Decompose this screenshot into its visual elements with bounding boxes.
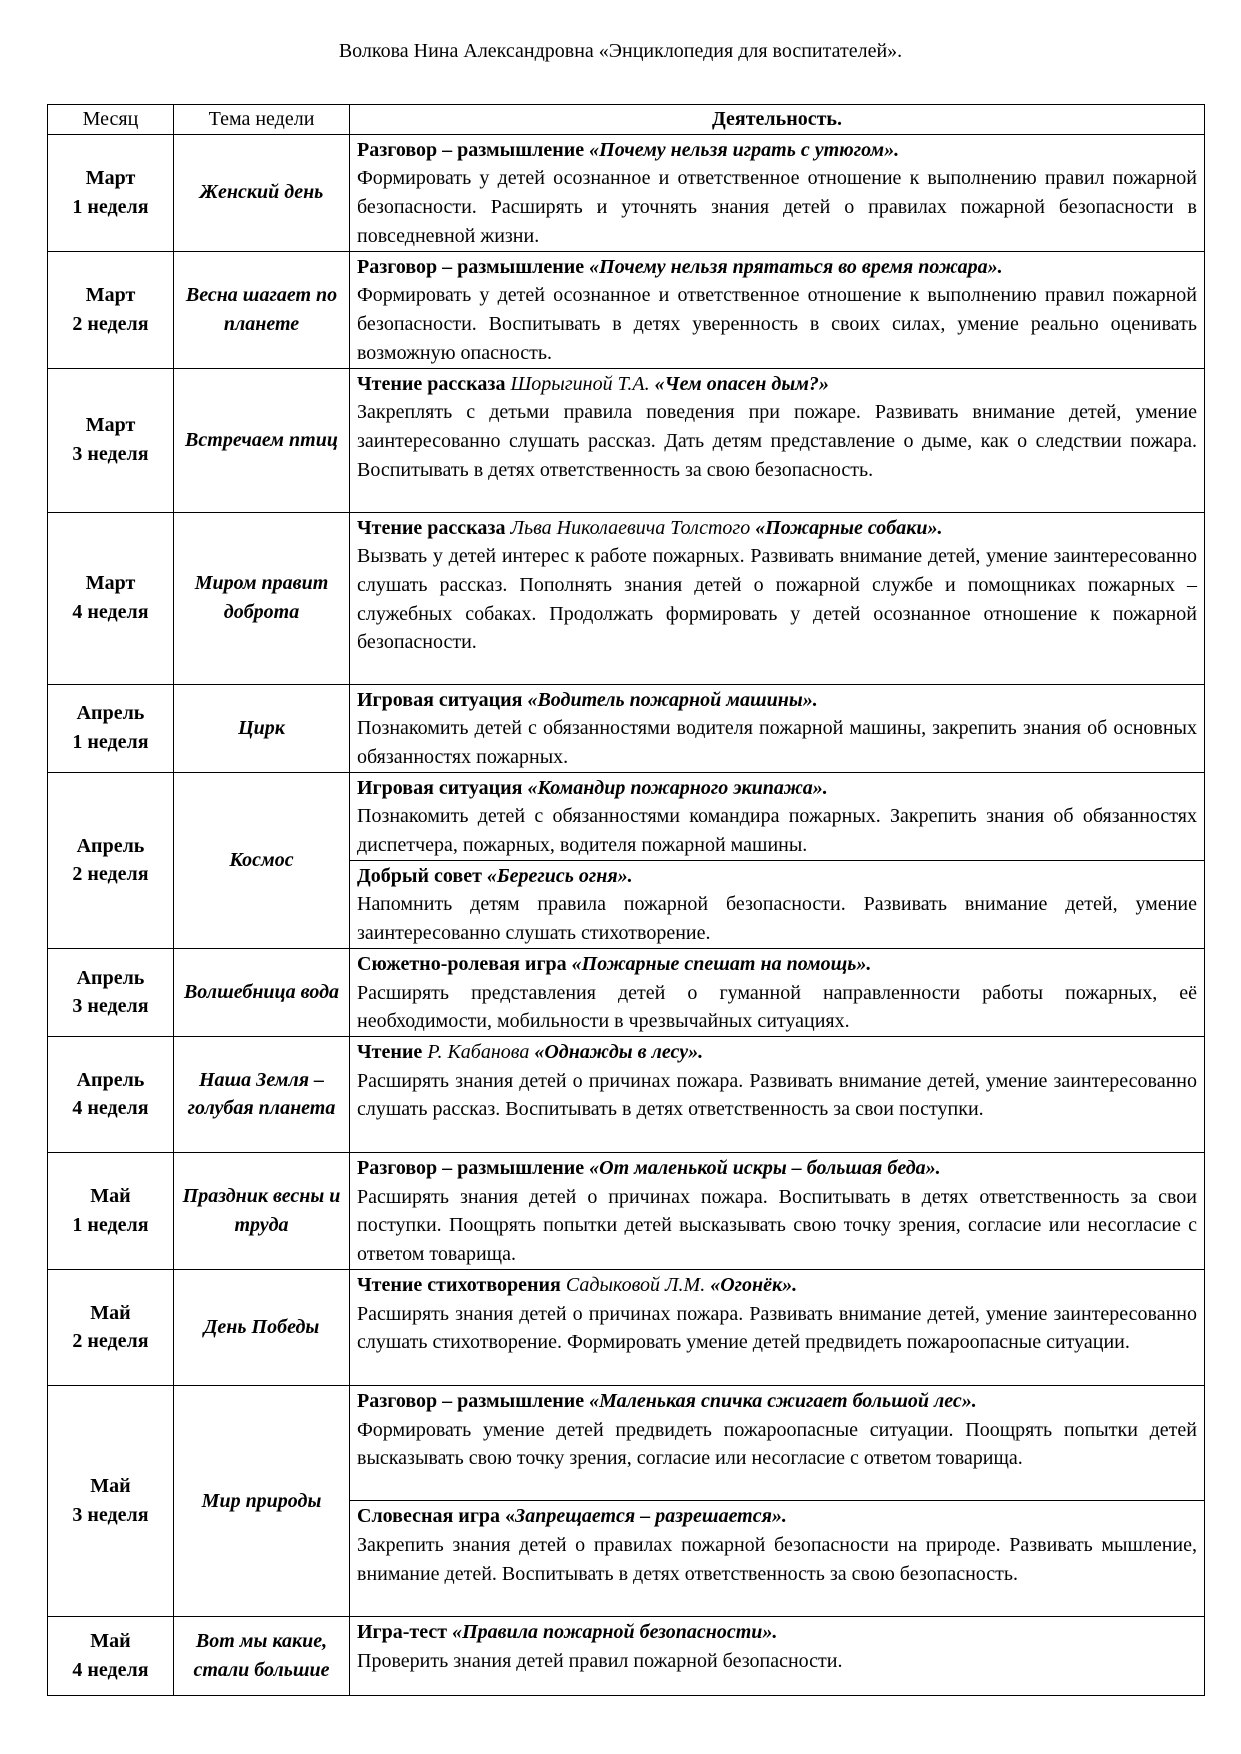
activity-title-part: Чтение — [357, 1040, 428, 1063]
activity-title-part: «Пожарные собаки». — [755, 516, 943, 539]
week-number: 3 неделя — [72, 443, 149, 466]
month-name: Апрель — [76, 834, 145, 857]
week-theme: Наша Земля – голубая планета — [174, 1036, 350, 1152]
activity-cell — [350, 1501, 1205, 1617]
activity-title-part: Игровая ситуация — [357, 688, 528, 711]
activity-title-part: Шорыгиной Т.А. — [510, 372, 655, 395]
week-number: 2 неделя — [72, 312, 149, 335]
week-theme: Женский день — [174, 134, 350, 251]
activity-title-part: Разговор – размышление — [357, 1156, 590, 1179]
activity-title — [357, 1387, 1197, 1416]
activity-title — [357, 774, 1197, 803]
week-number: 1 неделя — [72, 1213, 149, 1236]
activity-title — [357, 136, 1197, 165]
activity-title-part: «Огонёк». — [710, 1273, 798, 1296]
activity-title-part: Словесная игра « — [357, 1505, 516, 1528]
week-theme: Праздник весны и труда — [174, 1152, 350, 1269]
week-theme: Миром правит доброта — [174, 512, 350, 684]
month-name: Май — [90, 1475, 131, 1498]
table-row — [48, 1152, 1205, 1269]
activity-cell — [350, 1616, 1205, 1695]
activity-title — [357, 1618, 1197, 1647]
activity-title-part: Чтение рассказа — [357, 372, 511, 395]
activity-title-part: «Командир пожарного экипажа». — [527, 776, 828, 799]
month-name: Март — [85, 414, 136, 437]
table-row — [48, 251, 1205, 368]
activity-title — [357, 686, 1197, 715]
week-theme: Мир природы — [174, 1385, 350, 1616]
activity-title-part: Разговор – размышление — [357, 1389, 590, 1412]
month-name: Апрель — [76, 966, 145, 989]
table-row — [48, 684, 1205, 772]
month-cell — [48, 772, 174, 948]
activity-description: Расширять представления детей о гуманной направленности работы пожарных, её необходимости, мобильности в чрезвычайных ситуациях. — [357, 981, 1197, 1033]
activity-cell — [350, 860, 1205, 948]
activity-description: Формировать у детей осознанное и ответственное отношение к выполнению правил пожарной безопасности. Воспитывать в детях уверенность в своих силах, умение реально оценивать возможную опасность. — [357, 284, 1197, 364]
month-name: Март — [85, 166, 136, 189]
month-cell — [48, 1269, 174, 1385]
table-row — [48, 1616, 1205, 1695]
month-cell — [48, 1036, 174, 1152]
week-number: 3 неделя — [72, 1503, 149, 1526]
table-row — [48, 772, 1205, 860]
activity-description: Напомнить детям правила пожарной безопасности. Развивать внимание детей, умение заинтересованно слушать стихотворение. — [357, 893, 1197, 945]
table-row — [48, 1269, 1205, 1385]
activity-title-part: Запрещается – разрешается». — [515, 1505, 787, 1528]
month-name: Апрель — [76, 702, 145, 725]
activity-plan-table — [47, 104, 1205, 1696]
activity-title-part: «Правила пожарной безопасности». — [452, 1620, 778, 1643]
week-theme: День Победы — [174, 1269, 350, 1385]
activity-cell — [350, 772, 1205, 860]
activity-cell — [350, 368, 1205, 512]
activity-description: Расширять знания детей о причинах пожара. Развивать внимание детей, умение заинтересованно слушать стихотворение. Формировать умение детей предвидеть пожароопасные ситуации. — [357, 1302, 1197, 1354]
activity-title — [357, 1154, 1197, 1183]
month-name: Май — [90, 1301, 131, 1324]
activity-description: Расширять знания детей о причинах пожара. Развивать внимание детей, умение заинтересованно слушать рассказ. Воспитывать в детях ответственность за свои поступки. — [357, 1069, 1197, 1121]
activity-title-part: «Водитель пожарной машины». — [527, 688, 818, 711]
month-name: Март — [85, 572, 136, 595]
month-cell — [48, 1385, 174, 1616]
week-number: 3 неделя — [72, 995, 149, 1018]
activity-title — [357, 950, 1197, 979]
week-number: 2 неделя — [72, 1330, 149, 1353]
week-number: 4 неделя — [72, 1658, 149, 1681]
activity-cell — [350, 512, 1205, 684]
table-row — [48, 368, 1205, 512]
month-cell — [48, 251, 174, 368]
activity-description: Закрепить знания детей о правилах пожарной безопасности на природе. Развивать мышление, внимание детей. Воспитывать в детях ответственность за свою безопасность. — [357, 1534, 1197, 1585]
activity-title-part: «Почему нельзя прятаться во время пожара». — [589, 255, 1003, 278]
month-cell — [48, 1152, 174, 1269]
table-row — [48, 948, 1205, 1036]
activity-title — [357, 862, 1197, 891]
activity-cell — [350, 134, 1205, 251]
month-name: Май — [90, 1185, 131, 1208]
month-cell — [48, 948, 174, 1036]
activity-title-part: Сюжетно-ролевая игра — [357, 952, 572, 975]
month-name: Апрель — [76, 1068, 145, 1091]
activity-title-part: Чтение стихотворения — [357, 1273, 566, 1296]
activity-description: Вызвать у детей интерес к работе пожарных. Развивать внимание детей, умение заинтересованно слушать рассказ. Пополнять знания детей о пожарной службе и помощниках пожарных – служебных собаках. Продолжать формировать у детей осознанное отношение к пожарной безопасности. — [357, 545, 1197, 654]
activity-title-part: Садыковой Л.М. — [565, 1273, 711, 1296]
activity-title-part: Игра-тест — [357, 1620, 453, 1643]
document-header: Волкова Нина Александровна «Энциклопедия для воспитателей». — [338, 40, 903, 62]
week-number: 4 неделя — [72, 601, 149, 624]
week-number: 4 неделя — [72, 1097, 149, 1120]
column-header-activity: Деятельность. — [350, 105, 1205, 135]
week-number: 2 неделя — [72, 863, 149, 886]
activity-description: Познакомить детей с обязанностями командира пожарных. Закрепить знания об обязанностях диспетчера, пожарных, водителя пожарной машины. — [357, 805, 1197, 857]
table-header-row — [48, 105, 1205, 135]
activity-cell — [350, 948, 1205, 1036]
week-theme: Весна шагает по планете — [174, 251, 350, 368]
table-row — [48, 1385, 1205, 1501]
month-cell — [48, 1616, 174, 1695]
activity-title — [357, 1038, 1197, 1067]
activity-title — [357, 370, 1197, 399]
activity-title-part: «От маленькой искры – большая беда». — [589, 1156, 941, 1179]
activity-cell — [350, 1036, 1205, 1152]
activity-title-part: Р. Кабанова — [427, 1040, 535, 1063]
column-header-month: Месяц — [48, 105, 174, 135]
activity-description: Закреплять с детьми правила поведения при пожаре. Развивать внимание детей, умение заинтересованно слушать рассказ. Дать детям представление о дыме, как о следствии пожара. Воспитывать в детях ответственность за свою безопасность. — [357, 401, 1197, 481]
table-row — [48, 512, 1205, 684]
activity-cell — [350, 251, 1205, 368]
activity-title-part: «Пожарные спешат на помощь». — [571, 952, 872, 975]
activity-title — [357, 253, 1197, 282]
week-number: 1 неделя — [72, 731, 149, 754]
activity-title-part: Разговор – размышление — [357, 138, 590, 161]
week-theme: Цирк — [174, 684, 350, 772]
activity-cell — [350, 1269, 1205, 1385]
activity-description: Проверить знания детей правил пожарной безопасности. — [357, 1649, 843, 1672]
activity-title — [357, 514, 1197, 543]
activity-title-part: «Чем опасен дым?» — [654, 372, 829, 395]
month-name: Май — [90, 1630, 131, 1653]
week-theme: Вот мы какие, стали большие — [174, 1616, 350, 1695]
table-row — [48, 1036, 1205, 1152]
activity-description: Расширять знания детей о причинах пожара. Воспитывать в детях ответственность за свои поступки. Поощрять попытки детей высказывать свою точку зрения, согласие или несогласие с ответом товарища. — [357, 1185, 1197, 1266]
week-theme: Волшебница вода — [174, 948, 350, 1036]
week-number: 1 неделя — [72, 195, 149, 218]
table-row — [48, 134, 1205, 251]
column-header-theme: Тема недели — [174, 105, 350, 135]
activity-description: Формировать умение детей предвидеть пожароопасные ситуации. Поощрять попытки детей высказывать свою точку зрения, согласие или несогласие с ответом товарища. — [357, 1418, 1197, 1470]
activity-title-part: «Берегись огня». — [486, 864, 633, 887]
week-theme: Встречаем птиц — [174, 368, 350, 512]
month-cell — [48, 512, 174, 684]
activity-title-part: Чтение рассказа — [357, 516, 511, 539]
activity-title-part: Льва Николаевича Толстого — [510, 516, 756, 539]
activity-title-part: Разговор – размышление — [357, 255, 590, 278]
month-cell — [48, 134, 174, 251]
activity-title — [357, 1271, 1197, 1300]
activity-title-part: «Маленькая спичка сжигает большой лес». — [589, 1389, 977, 1412]
month-cell — [48, 368, 174, 512]
month-cell — [48, 684, 174, 772]
activity-title — [357, 1502, 1197, 1531]
activity-cell — [350, 684, 1205, 772]
activity-title-part: «Почему нельзя играть с утюгом». — [589, 138, 900, 161]
activity-title-part: Игровая ситуация — [357, 776, 528, 799]
activity-cell — [350, 1152, 1205, 1269]
week-theme: Космос — [174, 772, 350, 948]
month-name: Март — [85, 283, 136, 306]
activity-cell — [350, 1385, 1205, 1501]
activity-description: Формировать у детей осознанное и ответственное отношение к выполнению правил пожарной безопасности. Расширять и уточнять знания детей о правилах пожарной безопасности в повседневной жизни. — [357, 167, 1197, 247]
activity-title-part: Добрый совет — [357, 864, 487, 887]
activity-description: Познакомить детей с обязанностями водителя пожарной машины, закрепить знания об основных обязанностях пожарных. — [357, 717, 1197, 768]
activity-title-part: «Однажды в лесу». — [534, 1040, 704, 1063]
